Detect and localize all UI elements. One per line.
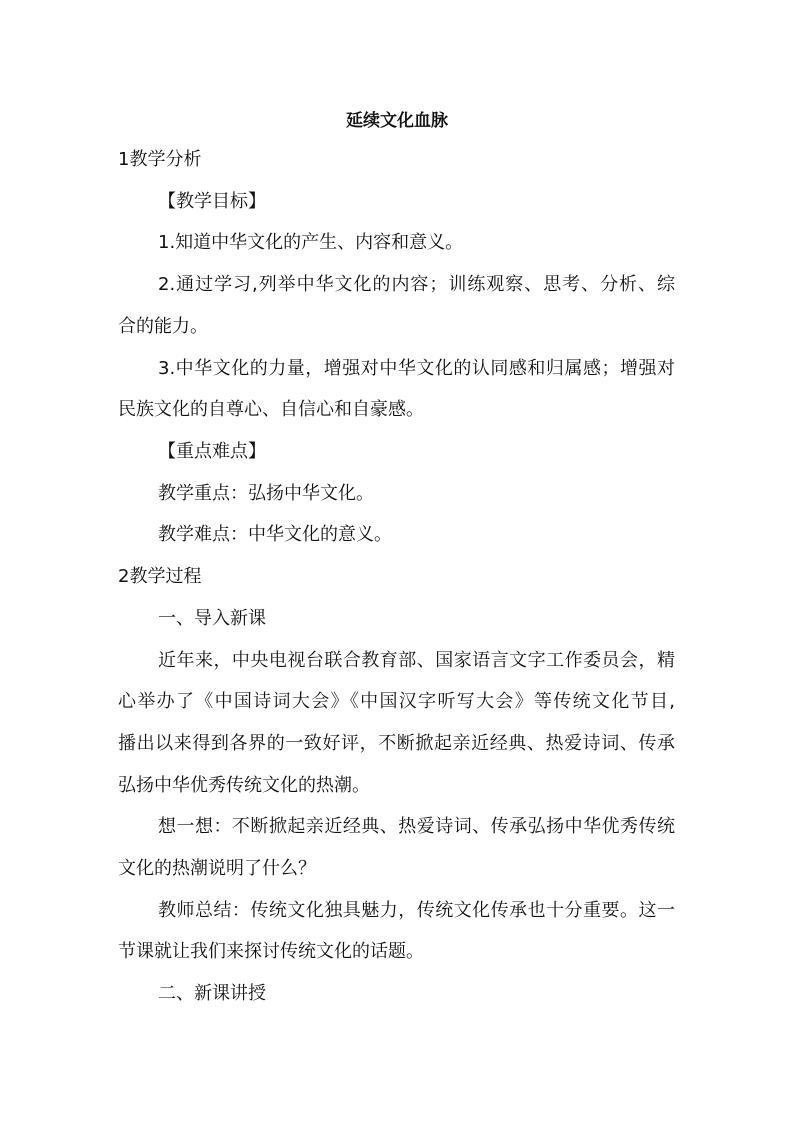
- intro-line-2: 心举办了《中国诗词大会》《中国汉字听写大会》等传统文化节目,: [118, 691, 675, 712]
- think-line-1: 想一想：不断掀起亲近经典、热爱诗词、传承弘扬中华优秀传统: [158, 816, 675, 837]
- section-heading-analysis: 1教学分析: [118, 149, 202, 170]
- document-title: 延续文化血脉: [346, 111, 448, 131]
- key-point: 教学重点：弘扬中华文化。: [158, 483, 374, 504]
- intro-line-1: 近年来，中央电视台联合教育部、国家语言文字工作委员会，精: [158, 650, 675, 671]
- section-heading-process: 2教学过程: [118, 566, 202, 587]
- goal-2-line-2: 合的能力。: [118, 316, 208, 337]
- intro-line-4: 弘扬中华优秀传统文化的热潮。: [118, 775, 370, 796]
- part-1-heading: 一、导入新课: [158, 608, 266, 629]
- goal-1: 1.知道中华文化的产生、内容和意义。: [158, 232, 464, 253]
- intro-line-3: 播出以来得到各界的一致好评，不断掀起亲近经典、热爱诗词、传承: [118, 733, 675, 754]
- goal-heading: 【教学目标】: [158, 191, 266, 212]
- difficult-point: 教学难点：中华文化的意义。: [158, 524, 392, 545]
- goal-2-line-1: 2.通过学习,列举中华文化的内容；训练观察、思考、分析、综: [158, 274, 675, 295]
- goal-3-line-2: 民族文化的自尊心、自信心和自豪感。: [118, 399, 424, 420]
- think-line-2: 文化的热潮说明了什么？: [118, 858, 316, 879]
- part-2-heading: 二、新课讲授: [158, 983, 266, 1004]
- summary-line-1: 教师总结：传统文化独具魅力，传统文化传承也十分重要。这一: [158, 900, 675, 921]
- key-difficult-heading: 【重点难点】: [158, 441, 266, 462]
- summary-line-2: 节课就让我们来探讨传统文化的话题。: [118, 941, 424, 962]
- goal-3-line-1: 3.中华文化的力量，增强对中华文化的认同感和归属感；增强对: [158, 358, 675, 379]
